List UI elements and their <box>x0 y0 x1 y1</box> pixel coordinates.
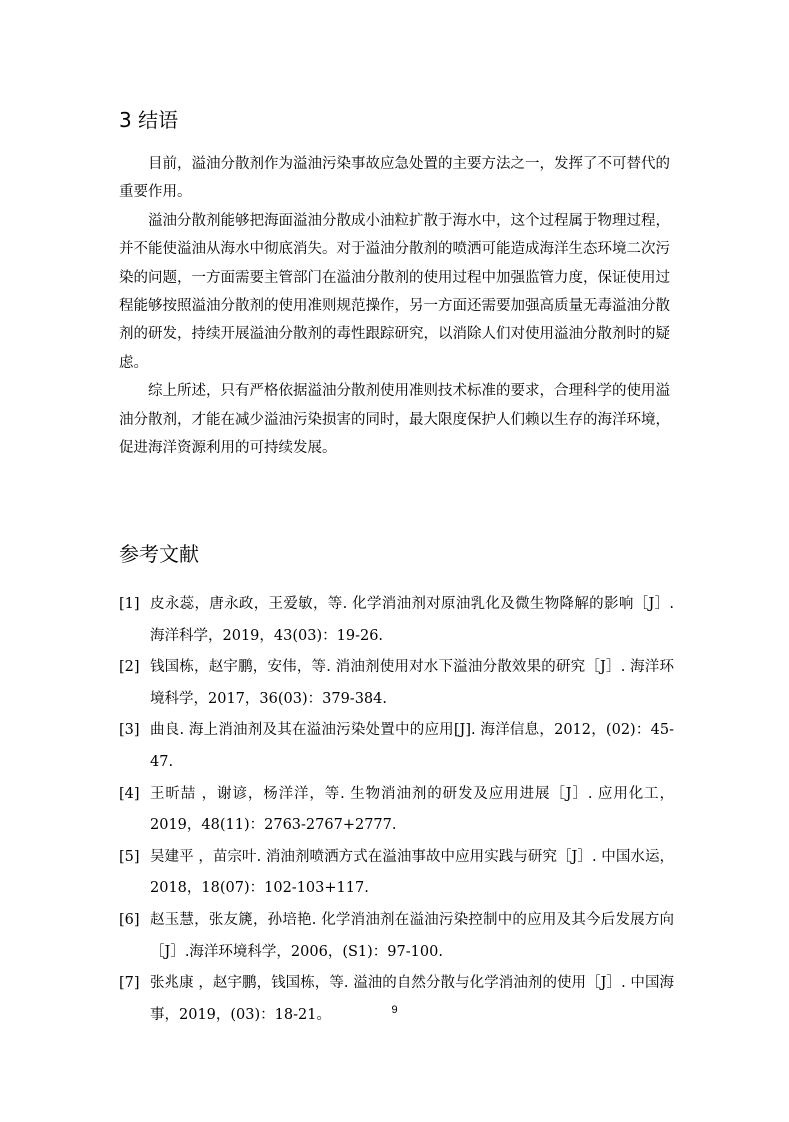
page-number: 9 <box>391 1004 398 1016</box>
reference-number: [4] <box>119 785 140 802</box>
reference-item <box>119 652 674 715</box>
reference-list <box>119 589 674 1031</box>
reference-text: 张兆康 ，赵宇鹏，钱国栋，等. 溢油的自然分散与化学消油剂的使用［J］. 中国海事，2019，(03)：18-21。 <box>150 975 674 1023</box>
reference-text: 吴建平 ，苗宗叶. 消油剂喷洒方式在溢油事故中应用实践与研究［J］. 中国水运，2018，18(07)：102-103+117. <box>150 848 674 897</box>
reference-text: 王昕喆 ，谢谚，杨洋洋，等. 生物消油剂的研发及应用进展［J］. 应用化工， 2019，48(11)：2763-2767+2777. <box>150 785 674 834</box>
conclusion-body <box>119 150 670 462</box>
reference-number: [6] <box>119 911 140 928</box>
reference-item <box>119 905 674 968</box>
paragraph: 溢油分散剂能够把海面溢油分散成小油粒扩散于海水中，这个过程属于物理过程，并不能使溢油从海水中彻底消失。对于溢油分散剂的喷洒可能造成海洋生态环境二次污染的问题，一方面需要主管部门在溢油分散剂的使用过程中加强监管力度，保证使用过程能够按照溢油分散剂的使用准则规范操作，另一方面还需要加强高质量无毒溢油分散剂的研发，持续开展溢油分散剂的毒性跟踪研究，以消除人们对使用溢油分散剂时的疑虑。 <box>119 212 670 371</box>
reference-item <box>119 779 674 842</box>
reference-number: [7] <box>119 975 140 992</box>
reference-item <box>119 589 674 652</box>
reference-text: 曲良. 海上消油剂及其在溢油污染处置中的应用[J]. 海洋信息，2012，(02)：45-47. <box>150 722 674 770</box>
reference-number: [1] <box>119 596 140 612</box>
reference-text: 赵玉慧，张友篪，孙培艳. 化学消油剂在溢油污染控制中的应用及其今后发展方向［J］.海洋环境科学，2006，(S1)：97-100. <box>150 911 674 960</box>
reference-item <box>119 842 674 905</box>
paragraph: 综上所述，只有严格依据溢油分散剂使用准则技术标准的要求，合理科学的使用溢油分散剂，才能在减少溢油污染损害的同时，最大限度保护人们赖以生存的海洋环境，促进海洋资源利用的可持续发展。 <box>119 383 670 457</box>
reference-number: [5] <box>119 848 140 865</box>
reference-number: [2] <box>119 659 140 676</box>
reference-text: 皮永蕊，唐永政，王爱敏，等. 化学消油剂对原油乳化及微生物降解的影响［J］. 海洋科学，2019，43(03)：19-26. <box>150 596 674 644</box>
section-heading-conclusion: 3 结语 <box>119 108 179 132</box>
reference-item <box>119 715 674 778</box>
reference-number: [3] <box>119 722 140 739</box>
section-heading-references: 参考文献 <box>119 542 199 566</box>
paragraph: 目前，溢油分散剂作为溢油污染事故应急处置的主要方法之一，发挥了不可替代的重要作用。 <box>119 156 670 201</box>
reference-item <box>119 968 674 1031</box>
reference-text: 钱国栋，赵宇鹏，安伟，等. 消油剂使用对水下溢油分散效果的研究［J］. 海洋环境科学，2017，36(03)：379-384. <box>150 659 674 707</box>
